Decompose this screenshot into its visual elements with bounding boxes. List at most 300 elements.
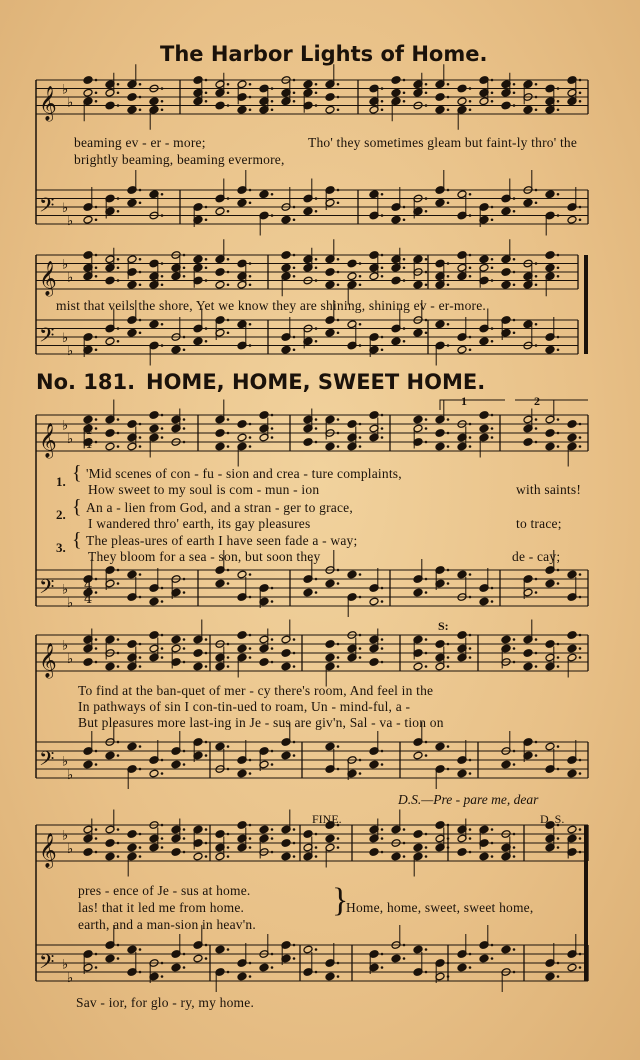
- dot: [117, 582, 120, 585]
- dot: [227, 283, 230, 286]
- dot: [227, 418, 230, 421]
- dot: [491, 944, 494, 947]
- dot: [447, 643, 450, 646]
- dot: [293, 944, 296, 947]
- note-head: [325, 268, 335, 277]
- note-head: [237, 198, 247, 207]
- dot: [205, 842, 208, 845]
- verse-line: pres - ence of Je - sus at home.: [78, 883, 251, 898]
- dot: [95, 218, 98, 221]
- dot: [425, 319, 428, 322]
- dot: [403, 218, 406, 221]
- note-head: [281, 263, 291, 272]
- dot: [161, 214, 164, 217]
- dot: [271, 647, 274, 650]
- dot: [447, 323, 450, 326]
- verse-line: They bloom for a sea - son, but soon they: [88, 549, 321, 564]
- dot: [557, 100, 560, 103]
- note-head: [83, 658, 93, 667]
- dot: [535, 262, 538, 265]
- dot: [469, 837, 472, 840]
- dot: [183, 647, 186, 650]
- dot: [557, 336, 560, 339]
- note-head: [127, 280, 137, 289]
- dot: [183, 638, 186, 641]
- note-head: [193, 255, 203, 264]
- lyric-line: Sav - ior, for glo - ry, my home.: [76, 995, 255, 1010]
- dot: [139, 745, 142, 748]
- note-head: [325, 93, 335, 102]
- flat-icon: ♭: [67, 841, 74, 857]
- dot: [535, 283, 538, 286]
- dot: [513, 855, 516, 858]
- dot: [117, 944, 120, 947]
- dot: [117, 266, 120, 269]
- dot: [579, 79, 582, 82]
- dot: [381, 336, 384, 339]
- dot: [469, 966, 472, 969]
- note-head: [479, 597, 489, 606]
- dot: [315, 833, 318, 836]
- dot: [315, 197, 318, 200]
- dot: [513, 846, 516, 849]
- dot: [117, 957, 120, 960]
- dot: [293, 665, 296, 668]
- dot: [403, 279, 406, 282]
- dot: [271, 750, 274, 753]
- dot: [95, 591, 98, 594]
- dot: [271, 193, 274, 196]
- note-head: [149, 320, 159, 329]
- dot: [557, 266, 560, 269]
- note-head: [567, 215, 577, 224]
- dot: [513, 647, 516, 650]
- dot: [161, 647, 164, 650]
- flat-icon: ♭: [67, 270, 74, 286]
- note-head: [193, 337, 203, 346]
- dot: [447, 975, 450, 978]
- dot: [557, 665, 560, 668]
- verse-number: 3.: [56, 540, 66, 555]
- note-head: [413, 751, 423, 760]
- note-head: [545, 251, 555, 260]
- dot: [447, 837, 450, 840]
- dot: [447, 745, 450, 748]
- note-head: [523, 198, 533, 207]
- note-head: [281, 852, 291, 861]
- note-head: [413, 415, 423, 424]
- verse-line: 'Mid scenes of con - fu - sion and crea - ture complaints,: [86, 466, 402, 481]
- dot: [469, 828, 472, 831]
- dot: [469, 851, 472, 854]
- dot: [293, 828, 296, 831]
- dot: [491, 414, 494, 417]
- note-head: [457, 97, 467, 106]
- dot: [557, 837, 560, 840]
- dot: [535, 754, 538, 757]
- note-head: [501, 760, 511, 769]
- note-head: [391, 337, 401, 346]
- dot: [469, 445, 472, 448]
- dot: [535, 427, 538, 430]
- note-head: [215, 429, 225, 438]
- verse-line: las! that it led me from home.: [78, 900, 245, 915]
- dot: [381, 100, 384, 103]
- dot: [535, 83, 538, 86]
- note-head: [83, 848, 93, 857]
- dot: [359, 436, 362, 439]
- dot: [447, 262, 450, 265]
- dot: [359, 634, 362, 637]
- dot: [491, 266, 494, 269]
- note-head: [479, 255, 489, 264]
- dot: [117, 91, 120, 94]
- dot: [183, 591, 186, 594]
- dot: [227, 271, 230, 274]
- dot: [513, 283, 516, 286]
- dot: [381, 254, 384, 257]
- dot: [293, 218, 296, 221]
- dot: [337, 569, 340, 572]
- dot: [315, 578, 318, 581]
- song-title-harbor-lights: The Harbor Lights of Home.: [160, 42, 488, 66]
- dot: [513, 750, 516, 753]
- dot: [447, 824, 450, 827]
- dot: [381, 828, 384, 831]
- dot: [315, 210, 318, 213]
- dot: [579, 100, 582, 103]
- dot: [139, 436, 142, 439]
- dot: [513, 197, 516, 200]
- flat-icon: ♭: [67, 970, 74, 986]
- note-head: [237, 420, 247, 429]
- dot: [513, 258, 516, 261]
- note-head: [83, 215, 93, 224]
- dot: [513, 763, 516, 766]
- dot: [95, 851, 98, 854]
- note-head: [149, 597, 159, 606]
- dot: [381, 414, 384, 417]
- note-head: [325, 640, 335, 649]
- dot: [381, 638, 384, 641]
- dot: [95, 100, 98, 103]
- dot: [271, 638, 274, 641]
- dot: [293, 100, 296, 103]
- note-head: [259, 658, 269, 667]
- dot: [469, 348, 472, 351]
- dot: [117, 258, 120, 261]
- note-head: [215, 280, 225, 289]
- song-title-home-sweet-home: HOME, HOME, SWEET HOME.: [146, 370, 486, 394]
- note-head: [545, 190, 555, 199]
- dot: [491, 258, 494, 261]
- dot: [359, 344, 362, 347]
- dot: [337, 108, 340, 111]
- dot: [139, 201, 142, 204]
- dot: [447, 445, 450, 448]
- dot: [447, 189, 450, 192]
- dot: [227, 210, 230, 213]
- dot: [469, 656, 472, 659]
- flat-icon: ♭: [62, 828, 69, 844]
- dot: [205, 855, 208, 858]
- dot: [469, 336, 472, 339]
- dot: [95, 418, 98, 421]
- dot: [249, 975, 252, 978]
- dot: [249, 262, 252, 265]
- dot: [381, 851, 384, 854]
- dot: [183, 953, 186, 956]
- dot: [469, 214, 472, 217]
- volta-bracket: [440, 400, 505, 410]
- dot: [117, 327, 120, 330]
- dot: [161, 837, 164, 840]
- dot: [315, 104, 318, 107]
- dot: [227, 768, 230, 771]
- dot: [513, 210, 516, 213]
- note-head: [325, 105, 335, 114]
- dot: [205, 279, 208, 282]
- dot: [337, 189, 340, 192]
- note-head: [501, 945, 511, 954]
- dot: [183, 348, 186, 351]
- dot: [205, 652, 208, 655]
- dot: [117, 83, 120, 86]
- dot: [249, 344, 252, 347]
- dot: [139, 271, 142, 274]
- note-head: [193, 852, 203, 861]
- note-head: [105, 852, 115, 861]
- dot: [557, 643, 560, 646]
- note-head: [391, 76, 401, 85]
- dot: [161, 436, 164, 439]
- dot: [579, 206, 582, 209]
- dot: [205, 754, 208, 757]
- dot: [227, 948, 230, 951]
- note-head: [325, 328, 335, 337]
- dot: [95, 647, 98, 650]
- dot: [117, 104, 120, 107]
- dot: [557, 445, 560, 448]
- dot: [227, 569, 230, 572]
- note-head: [105, 337, 115, 346]
- dot: [535, 441, 538, 444]
- dot: [117, 197, 120, 200]
- dot: [183, 837, 186, 840]
- dot: [315, 591, 318, 594]
- dot: [469, 634, 472, 637]
- dot: [337, 432, 340, 435]
- bass-clef-icon: 𝄢: [39, 575, 55, 603]
- dot: [469, 108, 472, 111]
- dot: [95, 91, 98, 94]
- note-head: [391, 215, 401, 224]
- brace-icon: {: [72, 496, 82, 518]
- first-ending-label: 1: [461, 394, 467, 408]
- note-head: [127, 105, 137, 114]
- dot: [205, 957, 208, 960]
- note-head: [369, 848, 379, 857]
- note-head: [347, 259, 357, 268]
- note-head: [347, 272, 357, 281]
- dot: [117, 754, 120, 757]
- dot: [557, 975, 560, 978]
- dot: [469, 573, 472, 576]
- dot: [447, 582, 450, 585]
- treble-clef-icon: 𝄞: [39, 261, 57, 296]
- note-head: [193, 649, 203, 658]
- dot: [315, 327, 318, 330]
- note-head: [127, 742, 137, 751]
- dot: [271, 436, 274, 439]
- dot: [557, 418, 560, 421]
- dot: [425, 83, 428, 86]
- dot: [139, 846, 142, 849]
- dot: [117, 652, 120, 655]
- dot: [183, 418, 186, 421]
- note-head: [215, 268, 225, 277]
- dot: [425, 638, 428, 641]
- dot: [337, 665, 340, 668]
- note-head: [171, 848, 181, 857]
- note-head: [457, 84, 467, 93]
- dot: [271, 661, 274, 664]
- dot: [557, 569, 560, 572]
- dot: [161, 962, 164, 965]
- brace-icon: }: [332, 882, 349, 919]
- dot: [425, 948, 428, 951]
- note-head: [171, 345, 181, 354]
- verse-line: But pleasures more last-ing in Je - sus are giv'n, Sal - va - tion on: [78, 715, 444, 730]
- note-head: [215, 442, 225, 451]
- note-head: [237, 631, 247, 640]
- dot: [293, 652, 296, 655]
- note-head: [171, 635, 181, 644]
- verse-line: I wandered thro' earth, its gay pleasures: [88, 516, 311, 531]
- flat-icon: ♭: [62, 754, 69, 770]
- dot: [337, 846, 340, 849]
- note-head: [281, 662, 291, 671]
- dot: [117, 432, 120, 435]
- dot: [513, 833, 516, 836]
- dot: [271, 587, 274, 590]
- dot: [249, 283, 252, 286]
- dot: [161, 975, 164, 978]
- note-head: [237, 105, 247, 114]
- flat-icon: ♭: [67, 767, 74, 783]
- note-head: [369, 658, 379, 667]
- lyric-line: brightly beaming, beaming evermore,: [74, 152, 285, 167]
- bass-clef-icon: 𝄢: [39, 193, 55, 222]
- dot: [425, 91, 428, 94]
- dot: [513, 661, 516, 664]
- dot: [425, 741, 428, 744]
- dot: [491, 842, 494, 845]
- dot: [95, 763, 98, 766]
- note-head: [501, 280, 511, 289]
- dot: [139, 108, 142, 111]
- note-head: [391, 852, 401, 861]
- note-head: [501, 268, 511, 277]
- dot: [271, 414, 274, 417]
- dot: [293, 336, 296, 339]
- dot: [95, 348, 98, 351]
- dot: [337, 418, 340, 421]
- dot: [491, 327, 494, 330]
- dot: [293, 741, 296, 744]
- dot: [95, 254, 98, 257]
- dot: [139, 768, 142, 771]
- dot: [161, 100, 164, 103]
- dot: [117, 638, 120, 641]
- note-head: [369, 760, 379, 769]
- dot: [579, 573, 582, 576]
- dot: [293, 348, 296, 351]
- dot: [95, 661, 98, 664]
- dot: [381, 661, 384, 664]
- dot: [227, 971, 230, 974]
- dot: [491, 828, 494, 831]
- dot: [337, 975, 340, 978]
- dot: [513, 948, 516, 951]
- dot: [381, 600, 384, 603]
- dot: [183, 578, 186, 581]
- note-head: [237, 769, 247, 778]
- dot: [161, 656, 164, 659]
- dot: [579, 966, 582, 969]
- dot: [535, 108, 538, 111]
- dot: [95, 837, 98, 840]
- dot: [381, 193, 384, 196]
- dot: [403, 206, 406, 209]
- dot: [513, 638, 516, 641]
- dot: [205, 79, 208, 82]
- note-head: [479, 411, 489, 420]
- note-head: [391, 88, 401, 97]
- dot: [139, 189, 142, 192]
- dot: [139, 971, 142, 974]
- dot: [381, 87, 384, 90]
- note-head: [105, 442, 115, 451]
- dot: [161, 193, 164, 196]
- note-head: [347, 570, 357, 579]
- flat-icon: ♭: [62, 201, 69, 217]
- dot: [205, 665, 208, 668]
- dot: [337, 258, 340, 261]
- dot: [271, 108, 274, 111]
- dot: [403, 327, 406, 330]
- dot: [447, 418, 450, 421]
- dot: [469, 436, 472, 439]
- dot: [557, 846, 560, 849]
- dot: [491, 91, 494, 94]
- dot: [557, 656, 560, 659]
- dot: [491, 218, 494, 221]
- dot: [579, 596, 582, 599]
- dot: [227, 833, 230, 836]
- dot: [359, 275, 362, 278]
- dot: [161, 772, 164, 775]
- note-head: [457, 848, 467, 857]
- dot: [579, 634, 582, 637]
- dot: [227, 104, 230, 107]
- dot: [161, 759, 164, 762]
- dot: [249, 445, 252, 448]
- dot: [183, 427, 186, 430]
- note-head: [259, 963, 269, 972]
- dot: [557, 254, 560, 257]
- dot: [293, 842, 296, 845]
